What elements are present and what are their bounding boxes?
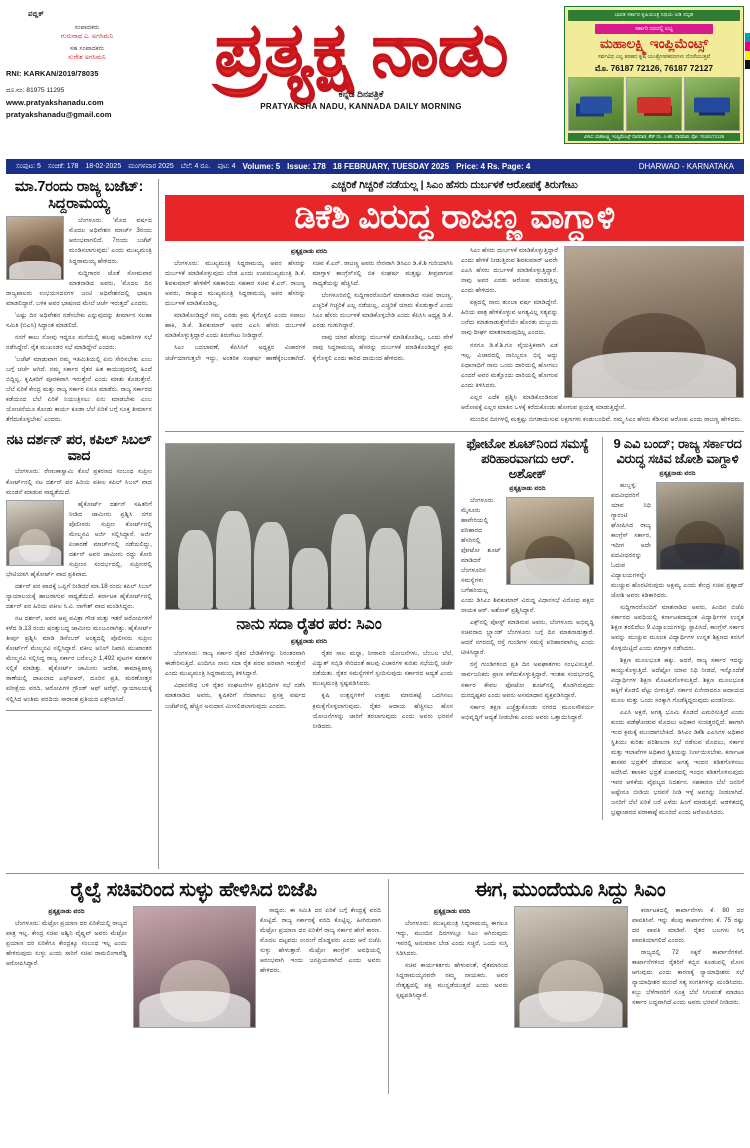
left-story2-body (6, 467, 152, 704)
cmyk-black (745, 60, 750, 69)
paragraph: ನಾವು ಯಾರ ಹೆಸರನ್ನು ದುರ್ಬಳಕೆ ಮಾಡಿಕೊಂಡಿಲ್ಲ, ಒಂದು ವೇಳೆ ನಾವು ಸಿದ್ದರಾಮಯ್ಯ ಹೆಸರನ್ನು ದುರ್ಬಳಕೆ ಮಾಡಿಕೊಂಡಿದ್ದರೆ ಕ್ರಮ ಕೈಗೊಳ್ಳಲಿ ಎಂದು ಕಾರಿದ ದಾಯಿಂದ ಹೇಳಿದರು. (312, 334, 453, 362)
bottom-right-byline: ಪ್ರತ್ಯಕ್ಷನಾಡು ವರದಿ (433, 908, 471, 915)
paragraph: ಬೆಂಗಳೂರಿನಲ್ಲಿ ಸುದ್ದಿಗಾರರೊಂದಿಗೆ ಮಾತನಾಡಿದ ಸಚಿವ ರಾಜಣ್ಣ, ಎಚ್ಚರಿಕೆ ಗಿಚ್ಚರಿಕೆ ಎಲ್ಲ ನಡೆಯಲ್ಲ, ಎಚ್ಚರಿಕೆ ಯಾರು ಕೊಡುತ್ತಾರೆ ಎಂದು ಸಿಎಂ ಹೆಸರು ದುರ್ಬಳಕೆ ಮಾಡಿಕೊಳ್ಳಬೇಡಿ ಎಂದು ಕೆಪಿಸಿಸಿ ಅಧ್ಯಕ್ಷ ಡಿ.ಕೆ. ಎರಡು ಗುಡುಗಿದ್ದಾರೆ. (312, 292, 453, 330)
shirt-shape (660, 543, 739, 569)
figure (292, 548, 327, 609)
bottom-left-byline: ಪ್ರತ್ಯಕ್ಷನಾಡು ವರದಿ (48, 908, 85, 915)
info-place: DHARWAD - KARNATAKA (638, 162, 734, 171)
shirt-shape (572, 352, 736, 397)
masthead-credit-editor (16, 24, 158, 41)
contact-email[interactable]: pratyakshanadu@gmail.com (6, 110, 112, 120)
photo-prahlad-joshi (656, 482, 744, 570)
coeditor-name: ಸುರೇಶ ಅಗಸಿಮನಿ (68, 53, 106, 61)
bottom-right-body2 (632, 906, 744, 1008)
ad-photo-trailer (684, 77, 740, 131)
paragraph: ಮಾಡಿಕೊಂಡಿದ್ದರೆ ನಮ್ಮ ಎರಡು ಕ್ರಮ ಕೈಗೊಳ್ಳಲಿ ಎಂದು ಸವಾಲು ಹಾಕಿ, ಡಿ.ಕೆ. ಶಿವಕುಮಾರ್ ಅವರ ಎಎಸಿ ಹೆಸರು ದುರ್ಬಳಕೆ ಮಾಡಿಕೊಳ್ಳುತ್ತಿದ್ದಾರೆ ಎಂದು ತಿರುಗೇಟು ನೀಡಿದ್ದಾರೆ. (165, 312, 306, 340)
lead-kicker: ಎಚ್ಚರಿಕೆ ಗಿಚ್ಚರಿಕೆ ನಡೆಯಲ್ಲ | ಸಿಎಂ ಹೆಸರು ದುರ್ಬಳಕೆ ಆರೋಪಕ್ಕೆ ತಿರುಗೇಟು (331, 179, 578, 191)
photo-siddaramaiah (6, 216, 64, 280)
lead-right-half (461, 246, 744, 427)
masthead-left-info (6, 4, 158, 123)
group-figures (178, 474, 443, 609)
paragraph: ಎಎಸಿ ಅಕ್ಷರೆ, ಅಗತ್ಯ ಭೂಮಿ ಕೊಡದೆ ಎಮರಿಸುತ್ತಿದೆ ಎಂದು ಕುಂದು ಪಡೆಘೋಡುವ ಮೊದಲು ಅಧಿಕಾರ ಸಂಚಿತ್ತರಲ್ಲಿದೆ. ಹಾಗಾಗಿ ಇಂದ ಕ್ರಮಕ್ಕೆ ಮುಂದಾಗಬೇಕಿದೆ. ಡಿಸಿಎಂ ಡಿಕೆಶಿ ಎಎಸಿಗಳ ಅಧಿಕಾರ ಸ್ಥಿತಿಯು ಕುರಿತು ಪರಿಶೀಲನಾ ಸಭೆ ನಡೆಸುವ ಮೊದಲು, ಸರ್ಕಾರ ಮತ್ತು ಇಲಾಖೆಗಳ ಅಧಿಕಾರ ಸ್ಥಿತಿಯನ್ನು ನಿರ್ಣಯಿಸಬೇಕು. ಕರ್ನಾಟಕ ಶಾಸಕರ ಭದ್ರತೆಗೆ ದೇಶದುವ ಅಗತ್ಯ ಇಂದನ ಕಡಿತಗೊಳಿಸಲು ಅದೆಸಿದೆ. ಶಾಸಕರ ಭದ್ರತೆ ಏಚಾರದಲ್ಲಿ ಇಂಧನ ಕಡಿತಗೊಳಿಸುವುದು ಇವರ ಆಳಿಕೆಯ ವೈಫಲ್ಯದ ನಿದರ್ಶನ. ಸಹಕಾರಣ ಬೆಲೆ ಜನರಿಗೆ ಅಷ್ಟೇನೂ ಬೀಡಿಯ ಭರವಸೆ ನೀಡಿ ಇಳ್ಳೆ ಅವರನ್ನು ನೀಡಲಾಗಿದೆ. ಜನರಿಗೆ ಬೆಲೆ ಏರಿಕೆ ಬರೆ ಎಳೆದು ಹಿಂಗೆ ಮಾಡುತ್ತಿದೆ. ಆಡಳಿತದಲ್ಲಿ ಭ್ರಷ್ಟಾಚಾರದ ಪರಾಕಾಷ್ಠೆ ಮೂರಿದೆ ಎಂದು ಆರೋಪಿಸಿದರು. (611, 708, 744, 817)
paragraph: ವಿಧಾನಸೌಧ ಬಳಿ ರೈತರ ಸಂಘಟನೆಗಳ ಪ್ರತಿನಿಧಿಗಳ ಸಭೆ ನಡೆಸಿ ಮಾತನಾಡಿದ ಅವರು, ಕೃಷಿಕರಿಗೆ ನೆರವಾಗಲು ಪ್ರಸಕ್ತ ವರ್ಷದ ಬಜೆಟ್‌ನಲ್ಲಿ ಹೆಚ್ಚಿನ ಅನುದಾನ ಮೀಸಲಿಡಲಾಗುವುದು ಎಂದರು. (165, 682, 306, 710)
left-story1-body (6, 216, 152, 425)
info-date-kn: 18-02-2025 (85, 163, 122, 170)
main-content (6, 179, 744, 869)
lower-middle-area (165, 437, 744, 820)
rni-number: RNI: KARKAN/2019/78035 (6, 69, 99, 79)
masthead-advertisement[interactable] (564, 4, 744, 144)
masthead-contact (6, 87, 158, 120)
left-column (6, 179, 159, 869)
right-story2-byline: ಪ್ರತ್ಯಕ್ಷನಾಡು ವರದಿ (659, 469, 696, 477)
bottom-left-body2 (260, 906, 381, 976)
contact-website[interactable]: www.pratyakshanadu.com (6, 98, 104, 108)
paragraph: ಬೆಂಗಳೂರು: ಮುಖ್ಯಮಂತ್ರಿ ಸಿದ್ದರಾಮಯ್ಯ ಅವರ ಹೆಸರನ್ನು ದುರ್ಬಳಕೆ ಮಾಡಿಕೊಳ್ಳುವುದು ಬೇಡ ಎಂದು ಉಪಮುಖ್ಯಮಂತ್ರಿ ಡಿ.ಕೆ. ಶಿವಕುಮಾರ್ ಹೇಳಿಕೆಗೆ ಸಹಕಾರಿಯ ಸಹಕಾರ ಸಚಿವ ಕೆ.ಎನ್. ರಾಜಣ್ಣ ಅವರು, ರಾಜ್ಯಾದ ಮುಖ್ಯಮಂತ್ರಿ ಸಿದ್ದರಾಮಯ್ಯ ಅವರ ಹೆಸರನ್ನು ದುರ್ಬಳಕೆ ಮಾಡಿಕೊಂಡಿಲ್ಲ. (165, 260, 306, 308)
info-date-en: 18 FEBRUARY, TUESDAY 2025 (332, 162, 450, 171)
right-story1-headline-line1[interactable]: ಫೋಟೋ ಶೂಟ್‌ನಿಂದ ಸಮಸ್ಯೆ (466, 435, 589, 451)
right-story1-body (461, 496, 594, 723)
cmyk-magenta (745, 42, 750, 51)
info-issue-kn: ಸಂಚಿಕೆ: 178 (47, 162, 79, 170)
paragraph: ಬೆಂಗಳೂರು: ಮೈಸೂರು ಹಾವೇರಿಯಲ್ಲಿ ಪರಿಹಾರದ ಹೆಸರಿನಲ್ಲಿ ಫೋಟೋ ಶೂಟ್ ಮಾಡಿದರೆ ಬೆಂಗಳೂರಿನ ಸಮಸ್ಯೆಗಳು ಬಗೆಹರಿಯಲ್ಲ ಎಂದು ಡಿಸಿಎಂ ಶಿವಕುಮಾರ್ ವಿರುದ್ಧ ವಿಧಾನಸಭೆ ವಿರೋಧ ಪಕ್ಷದ ನಾಯಕ ಆರ್. ಅಶೋಕ್ ಪ್ರಶ್ನಿಸಿದ್ದಾರೆ. (461, 496, 594, 615)
bottom-section (6, 873, 744, 1094)
ad-photo-rotavator (626, 77, 682, 131)
mid-story-headline[interactable]: ನಾನು ಸದಾ ರೈತರ ಪರ: ಸಿಎಂ (236, 615, 382, 633)
masthead-bullet (28, 10, 158, 19)
paragraph: ಸುದ್ದಿಗಾರರ ಜೊತೆ ಸೋಮವಾರ ಮಾತನಾಡಿದ ಅವರು, 'ಮೊದಲ ದಿನ ರಾಜ್ಯಪಾಲರು ಉಭಯಸದನಗಳ ಜಂಟಿ ಅಧಿವೇಶನದಲ್ಲಿ ಭಾಷಣ ಮಾಡಲಿದ್ದಾರೆ. ಬಳಿಕ ಅವರ ಭಾಷಣದ ಮೇಲೆ ಚರ್ಚೆ ಇರುತ್ತದೆ' ಎಂದರು. (6, 269, 152, 307)
paragraph: ರಾಜ್ಯದಲ್ಲಿ 72 ಸಕ್ಕರೆ ಕಾರ್ಖಾನೆಗಳಿವೆ. ಕಾರ್ಖಾನೆಗಳಿಂದ ರೈತರಿಗೆ ಕಬ್ಬಿನ ಕೂಡುವಲ್ಲಿ ಮೋಸ ಆಗುವುದು ಎಂದು ಕಾರಣಕ್ಕೆ ನ್ಯಾಯಾಧೀಶರು ಸಭೆ ನ್ಯಾಯಾಧೀಶರ ಮುಂದೆ ಸತ್ಯ ಸಂಗತಿಗಳನ್ನು ಮಂಡಿಸಿದರು. ಕಬ್ಬು ಬೆಳೆಗಾರರಿಗೆ ಸೂಕ್ತ ಬೆಲೆ ಸಿಗುವಂತೆ ಮಾಡಲು ಸರ್ಕಾರ ಬದ್ಧವಾಗಿದೆ ಎಂದು ಅವರು ಭರವಸೆ ನೀಡಿದರು. (632, 949, 744, 1007)
photo-kapil-sibal (6, 500, 64, 566)
paragraph: ಸಚಿವ ಕಾರ್ಯಕರ್ತರು ಹೇಳುವಂತೆ, ರೈತಮಾರಿಂದ ಸಿದ್ದರಾಮಯ್ಯನವರೇ ನಮ್ಮ ನಾಯಕರು. ಅವರ ನೇತೃತ್ವದಲ್ಲಿ ಪಕ್ಷ ಮುನ್ನಡೆಯುತ್ತದೆ ಎಂದು ಅವರು ಸ್ಪಷ್ಟಪಡಿಸಿದ್ದಾರೆ. (396, 962, 508, 1000)
shirt-shape (510, 558, 589, 584)
lead-and-right-area (159, 179, 744, 869)
paragraph: ನಟ ದರ್ಶನ್, ಅವರ ಆಪ್ತ ಪವಿತ್ರಾ ಗೌಡ ಮತ್ತು ಇತರೆ ಆರೋಪಿಗಳಿಗೆ ಕಳೆದ ಡಿ.13 ರಂದು ಷರತ್ತುಬದ್ಧ ಜಾಮೀನು ಮಂಜೂರಾಗಿತ್ತು. ಹೈಕೋರ್ಟ್ ತೀರ್ಪು ಪ್ರಶ್ನಿಸಿ ಮಾಡಿ ಡಿಸೆಂಬರ್ ಅಂತ್ಯದಲ್ಲಿ ಪೊಲೀಸರು ಸುಪ್ರೀಂ ಕೋರ್ಟ್‌ಗೆ ಮೇಲ್ಮನವಿ ಸಲ್ಲಿಸಿದ್ದಾರೆ. ವಕೀಲ ಅನಿಲ್ ನಿಖಾನಿ ಮುಖಾಂತರ ಮೇಲ್ಮನವಿ ಸಲ್ಲಿಸಿದ್ದ ರಾಜ್ಯ ಸರ್ಕಾರ ಬರೊಬ್ಬರಿ 1,492 ಪುಟಗಳ ಕಡತಗಳ ಸಲ್ಲಿಕೆ ಮಾಡಿತ್ತು. ಹೈಕೋರ್ಟ್ ಜಾಮೀನು ಆದೇಶ, ಕಾಮಾಕ್ಷಿಪಾಳ್ಯ ಠಾಣೆಯಲ್ಲಿ ದಾಖಲಾದ ಎಫ್‌ಐಆರ್, ದೂರಿನ ಪ್ರತಿ, ಮರಣೋತ್ತರ ಪರೀಕ್ಷೆಯ ವರದಿ, ಆರೋಪಿಗಳ ಗ್ರೌಂಡ್ ಆಫ್ ಅರೆಸ್ಟ್, ನ್ಯಾಯಾಲಯಕ್ಕೆ ಸಲ್ಲಿಸಿದ ಅಂತಿಮ ವರದಿಯ ಸಾರಾಂಶ ಪ್ರತಿಯದ ಎಕ್ಸ್‌ಲಾಸಿದೆ. (6, 615, 152, 703)
photo-cm-with-farmers (165, 443, 455, 610)
paragraph: ಹೈಕೋರ್ಟ್ ದರ್ಶನ್ ಸಹಿತರಿಗೆ ನೀಡಿದ ಜಾಮೀನು ಪ್ರಶ್ನಿಸಿ ನಗರ ಪೊಲೀಸರು ಸುಪ್ರೀಂ ಕೋರ್ಟ್‌ನಲ್ಲಿ ಮೇಲ್ಮನವಿ ಅರ್ಜಿ ಸಲ್ಲಿಸಿದ್ದಾರೆ. ಅರ್ಜಿ ಏಚಾರಣೆ ಮಾರ್ಚ್‌ನಲ್ಲಿ ನಡೆಯಲಿದ್ದು, ದರ್ಶನ್ ಅವರ ಜಾಮೀನು ರದ್ದು ಕೋರಿ ಸುಪ್ರೀಂನ ಸಂದರ್ಭದಲ್ಲಿ, ಸುಪ್ರೀಂರಲ್ಲಿ ಭೇಟಿಯಾಗಿ ಹೈಕೋರ್ಟ್ ವಾದ ಪ್ರತಿವಾದ. (6, 500, 152, 578)
left-column-rule (6, 710, 152, 711)
figure (254, 522, 289, 609)
paragraph: ನನಗೆ ಕಾಲು ನೋವು ಇದ್ದರೂ ಮನೆಯಲ್ಲಿ ಹಲವು ಅಧಿಕಾರಿಗಳ ಸಭೆ ನಡೆಸಿದ್ದೇನೆ. ರೈತ ಮುಖಂಡರ ಸಭೆ ಮಾಡಿದ್ದೇನೆ ಎಂದರು. (6, 333, 152, 351)
figure (369, 528, 404, 609)
contact-phone: ದೂ.ನಂ: 81975 11295 (6, 87, 65, 95)
info-volume-en: Volume: 5 (242, 162, 281, 171)
paragraph: ಸುದ್ದಿಗಾರರೊಂದಿಗೆ ಮಾತನಾಡಿದ ಅವರು, ಹಿಂದಿನ ಬಿಜೆಪಿ ಸರ್ಕಾರದ ಅವಧಿಯಲ್ಲಿ ಕರ್ನಾಟಕದಾದ್ಯಂತ ವಿದ್ಯಾರ್ಥಿಗಳ ಉನ್ನತ ಶಿಕ್ಷಣ ತರಲಿದೆಲು 9 ವಿದ್ಯಾಲಯಗಳನ್ನು ಸ್ಥಾಪಿಸಿದೆ, ಕಾಂಗ್ರೆಸ್ ಸರ್ಕಾರ ಅವನ್ನು ಮುಚ್ಚುವ ಮೂಲಕ ವಿದ್ಯಾರ್ಥಿಗಳ ಉನ್ನತ ಶಿಕ್ಷಣದ ಕನಸಿಗೆ ಕೊಳ್ಳಿಯಿಟ್ಟಿದೆ ಎಂದು ಮಾಗ್ತಾಳ ನಡೆಸಿದರು. (611, 604, 744, 652)
bottom-right-columns (396, 906, 744, 1028)
paragraph: ಸಿಎಂ ಹೆಸರು ದುರ್ಬಳಕೆ ಮಾಡಿಕೊಳ್ಳುತ್ತಿದ್ದಾರೆ ಎಂದು ಹೇಳಿಕೆ ನೀಡುತ್ತಿರುವ ಶಿವಕುಮಾರ್ ಅವರೇ ಎಎಸಿ ಹೆಸರು ದುರ್ಬಳಕೆ ಮಾಡಿಕೊಳ್ಳುತ್ತಿದ್ದಾರೆ. ನಾವು ಅವರ ಎರಡು ಆರೋಪ ಮಾಡುತ್ತಿಲ್ಲ ಎಂದು ಹೇಳಿದರು. (461, 247, 558, 295)
bottom-left-body1 (6, 919, 127, 969)
bottom-left-col1 (6, 906, 127, 1028)
shirt-shape (139, 991, 250, 1027)
masthead-logo-block (158, 4, 564, 111)
bottom-left-col3 (260, 906, 381, 1028)
editor-name: ಗುರುನಾಥ ಎ. ಅಗಸಿಮನಿ (60, 32, 114, 40)
paragraph: ಕರ್ನಾಟಕದಲ್ಲಿ ಕಾರ್ಖಾನೆಗಳು ಕೆ. 80 ದರ ಪಾವತಿಸಿವೆ. ಇನ್ನು ಕೆಲವು ಕಾರ್ಖಾನೆಗಳು ಕೆ. 75 ರಷ್ಟು ದರ ಪಾವತಿ ಮಾಡಿವೆ. ರೈತರ ಬಲಗಳು ಸಿಗ್ಗ ಪಾವತಿಯಾಗಲಿದೆ ಎಂದರು. (632, 907, 744, 945)
right-story2-body (611, 481, 744, 819)
right-story1-byline: ಪ್ರತ್ಯಕ್ಷನಾಡು ವರದಿ (509, 484, 546, 492)
info-price-kn: ಬೆಲೆ: 4 ರೂ. (180, 162, 211, 170)
paragraph: ಶಿಕ್ಷಣ ಮೂಲಭೂತ ಹಕ್ಕು. ಆದರೆ, ರಾಜ್ಯ ಸರ್ಕಾರ ಇದನ್ನು ಕಾಯ್ದುಕೊಳ್ಳುತ್ತಿದೆ. ಅದೆಷ್ಟೋ ಯಾವ ನಿಧಿ ನೀಡದೆ, ಇನ್ನೊಂದೆಡೆ ವಿದ್ಯಾರ್ಥಿಗಳ ಶಿಕ್ಷಣ ಮೊಟಕುಗೊಳಿಸುತ್ತಿದೆ. ಶಿಕ್ಷಣ ಮೂಲಭೂತ ಹಕ್ಕಿಗೆ ಕೊಡಲಿ ಪೆಟ್ಟು ಬೀಳುತ್ತಿದೆ. ಸರ್ಕಾರ ಏನೇನಾದರೂ ಆದಾಯದ ಮೂಲ ಮತ್ತು ಒಂದು ಸರಕ್ಕಾಗಿ ಗೊಡೆಕ್ಕಿದ್ದರುವುದು ಖಂಡನೀಯ. (611, 656, 744, 704)
bottom-left-headline[interactable]: ರೈಲ್ವೆ ಸಚಿವರಿಂದ ಸುಳ್ಳು ಹೇಳಿಸಿದ ಬಿಜೆಪಿ (70, 879, 317, 901)
paragraph: ಸಾಧ್ಯರು. ಈ ಸಮಿತಿ ದರ ಏರಿಕೆ ಬಗ್ಗೆ ಕೇಂದ್ರಕ್ಕೆ ವರದಿ ಕೊಟ್ಟಿದೆ. ರಾಜ್ಯ ಸರ್ಕಾರಕ್ಕೆ ವರದಿ ಕೊಟ್ಟಿಲ್ಲ. ಹೀಗಿರುವಾಗ ಮೆಟ್ರೋ ಪ್ರಯಾಣ ದರ ಏರಿಕೆಗೆ ರಾಜ್ಯ ಸರ್ಕಾರ ಹೇಗೆ ಕಾರಣ. ಮೊದಲ ದಟ್ಟವದು ಉನಂಗೆ ದೊಡ್ಡವರು ಎಂದು ಆರೆ ಬಿಜೆಪಿ ಸುಳ್ಳು ಹೇಳುತ್ತಾರೆ. ಮೆಟ್ರೋ ಕಾಂಗ್ರೆಸ್ ಅವಧಿಯಲ್ಲಿ ಆರಂಭವಾಗಿ ಇಂದು ಜನಪ್ರಿಯವಾಗಿದೆ ಎಂದು ಅವರು ಹೇಳಿದರು. (260, 907, 381, 975)
figure (216, 511, 251, 608)
lead-body-area (165, 246, 744, 427)
bottom-left-photo-col (133, 906, 254, 1028)
right-story1-headline-line2[interactable]: ಪರಿಹಾರವಾಗದು ಆರ್. ಅಶೋಕ್ (481, 450, 574, 481)
bottom-right-photo-col (514, 906, 626, 1028)
paragraph: ಬೆಂಗಳೂರು: 'ಮೊದ ವರ್ಷದ ಮೊದಲ ಅಧಿವೇಶನ ಮಾರ್ಚ್ 3ರಂದು ಆರಂಭವಾಗಲಿದೆ. 7ರಂದು ಬಜೆಟ್ ಮಂಡಿಸಲಾಗುವುದು' ಎಂದು ಮುಖ್ಯಮಂತ್ರಿ ಸಿದ್ದರಾಮಯ್ಯ ಹೇಳಿದರು. (69, 217, 152, 265)
paragraph: ಬೆಂಗಳೂರು: ಮೆಟ್ರೋ ಪ್ರಯಾಣ ದರ ಏರಿಕೆಯಲ್ಲಿ ರಾಜ್ಯದ ಪಾತ್ರ ಇಲ್ಲ. ಕೇಂದ್ರ ಸಚಿವ ಅಶ್ವಿನಿ ವೈಷ್ಣವ್ ಅವರು ಮೆಟ್ರೋ ಪ್ರಯಾಣ ದರ ಏರಿಕೆಗೂ ಕೇಂದ್ರಕ್ಕೂ ಸಂಬಂಧ ಇಲ್ಲ ಎಂದು ಹೇಳಿರುವುದು ಸುಳ್ಳು ಎಂದು ಸಾರಿಗೆ ಸಚಿವ ರಾಮಲಿಂಗಾರೆಡ್ಡಿ ಆರೋಪಿಸಿದ್ದಾರೆ. (6, 920, 127, 968)
ad-description: ಸರ್ವವಿಧ ಎಲ್ಲ ತರಹದ ಕೃಷಿ ಯಂತ್ರೋಪಕರಣಗಳು ದೊರೆಯುತ್ತವೆ (597, 53, 711, 60)
bottom-right-col1 (396, 906, 508, 1028)
ad-product-photos (568, 77, 740, 131)
photo-railway-minister (133, 906, 256, 1028)
shirt-shape (9, 261, 61, 280)
shirt-shape (519, 991, 622, 1027)
left-story1-headline[interactable]: ಮಾ.7ರಂದು ರಾಜ್ಯ ಬಜೆಟ್: ಸಿದ್ದರಾಮಯ್ಯ (14, 179, 144, 212)
info-price-en: Price: 4 Rs. Page: 4 (456, 162, 531, 171)
cmyk-cyan (745, 33, 750, 42)
paragraph: 'ಬಜೆಟ್ ಮಾಡುವಾಗ ನಮ್ಮ ಇತಿಮಿತಿಯಲ್ಲಿ ಏನು ಸೇರಿಸಬೇಕು ಎಂಬ ಬಗ್ಗೆ ಚರ್ಚೆ ಆಗಿದೆ. ನಮ್ಮ ಸರ್ಕಾರ ರೈತರ ಹಿತ ಕಾಯುವುದರಲ್ಲಿ ಹಿಂದೆ ಬಿದ್ದಿಲ್ಲ. ಕೃಷಿಕರಿಗೆ ಪೂರಕವಾಗಿ ಇರುತ್ತೇನೆ ಎಂದು ಮಾತು ಕೊಡುತ್ತೇನೆ. ಬೆಲೆ ಏರಿಕೆ ಕೇಂದ್ರ ಮತ್ತು ರಾಜ್ಯ ಸರ್ಕಾರ ಏನೂ ಮಾಡೆನು. ರಾಜ್ಯ ಸರ್ಕಾರದ ಕಡೆಯಿಂದ ಬೆಲೆ ಏರಿಕೆ ನಿಯಂತ್ರಿಸಲು ಏನು ಮಾಡಬೇಕು ಎಂಬ ಯೋಚನೆಯೂ ಕೊಂಡು ಕಾರ್ಯ ಕೂಡಾ ಬೆಲೆ ಏರಿಕೆ ಬಗ್ಗೆ ಸೂಕ್ತ ತೀರ್ಮಾನ ತೆಗೆದುಕೊಳ್ಳಬೇಕು' ಎಂದರು. (6, 355, 152, 424)
paragraph: 'ಎಷ್ಟು ದಿನ ಅಧಿವೇಶನ ನಡೆಸಬೇಕು ಎನ್ನುವುದನ್ನು ತೀರ್ಮಾನ ಸಲಹಾ ಸಮಿತಿ (ಬಿಎಸಿ) ಸಿದ್ಧಾಂತ ಮಾಡಲಿದೆ. (6, 311, 152, 329)
figure (407, 506, 442, 609)
info-issue-en: Issue: 178 (287, 162, 326, 171)
paragraph: ಕೃಷಿ ಉತ್ಪನ್ನಗಳಿಗೆ ಉತ್ತಮ ಮಾರುಕಟ್ಟೆ ಒದಗಿಸಲು ಕ್ರಮಕೈಗೊಳ್ಳಲಾಗುವುದು. ರೈತರ ಆದಾಯ ಹೆಚ್ಚಿಸಲು ಹೊಸ ಯೋಜನೆಗಳನ್ನು ಜಾರಿಗೆ ತರಲಾಗುವುದು ಎಂದು ಅವರು ಭರವಸೆ ನೀಡಿದರು. (312, 692, 453, 730)
right-story2-headline-line1[interactable]: 9 ಎವಿ ಬಂದ್; ರಾಜ್ಯ ಸರ್ಕಾರದ (613, 435, 742, 451)
paragraph: ಸಿಎಂ ಬದಲಾವಣೆ, ಕೆಪಿಸಿಸಿಗೆ ಅಧ್ಯಕ್ಷರ ವಿಚಾರಗಳ ಚರ್ಚೆಯಾಗುತ್ತಲೇ ಇದ್ದು, ಅಂತರಿಕ ಸಂಘರ್ಷ ಹಾಣೆಕ್ಕೆಂಬಂತಾಗಿದೆ. ಸಚಿವ ಕೆ.ಎನ್. ರಾಜಣ್ಣ ಅವರು ನೇರವಾಗಿ ಡಿಸಿಎಂ ಡಿ.ಕೆ.ಶಿ ಗುರಿಯಾಗಿಸಿ ಮಾಗ್ತಾಳ ಕಾಂಗ್ರೆಸ್‌ನಲ್ಲಿ ಬಿಕ ಸಂಘರ್ಷ ಮತ್ತಷ್ಟು ತೀವ್ರವಾಗುವ ಸಾಧ್ಯತೆಯನ್ನು ಹೆಚ್ಚಿಸಿದೆ. (165, 260, 453, 362)
paragraph: ಹುಬ್ಬಳ್ಳಿ: ಪದವೀಧರರಿಗೆ ಯಾವ ನಿಧಿ ಗ್ಯಾರಂಟಿ ಘೋಷಿಸಿದ ರಾಜ್ಯ ಕಾಂಗ್ರೆಸ್ ಸರ್ಕಾರ, ಇದೀಗ ಅದೇ ಪದವೀಧರರನ್ನು ಓದುವ ವಿದ್ಯಾಲಯಗಳನ್ನೇ ಮುಚ್ಚುವ ಹೊರಟಿರುವುದು ಅಕ್ಷಮ್ಯ ಎಂದು ಕೇಂದ್ರ ಸಚಿವ ಪ್ರಹ್ಲಾದ್ ಜೋಶಿ ಅವರು ಕಿಡಿಕಾರಿದರು. (611, 481, 744, 600)
figure (178, 530, 213, 608)
mid-story-byline: ಪ್ರತ್ಯಕ್ಷನಾಡು ವರದಿ (290, 638, 328, 646)
right-story2-block (611, 437, 744, 820)
paragraph: ದರ್ಶನ್ ಪರ ವಾದಕ್ಕೆ ಒಪ್ಪಿಗೆ ನೀಡಿದರೆ ಮಾ.18 ರಂದು ಕಪಿಲ್ ಸಿಬಲ್ ನ್ಯಾಯಾಲಯಕ್ಕೆ ಹಾಜರಾಗುವ ಸಾಧ್ಯತೆಯಿದೆ. ಕರ್ನಾಟಕ ಹೈಕೋರ್ಟ್‌ನಲ್ಲಿ ದರ್ಶನ್ ಪರ ಹಿರಿಯ ವಕೀಲ ಸಿ.ವಿ. ನಾಗೇಶ್ ವಾದ ಮಂಡಿಸಿದ್ದರು. (6, 582, 152, 611)
coeditor-role-label: ಸಹ ಸಂಪಾದಕರು (69, 45, 105, 53)
bottom-right-col3 (632, 906, 744, 1028)
masthead-bullet-label: ಪಬ್ಲಿಕ್ (28, 11, 45, 18)
newspaper-logo-kannada: ಪ್ರತ್ಯಕ್ಷ ನಾಡು (214, 8, 508, 91)
paragraph: ಸರ್ಕಾರ ತಕ್ಷಣ ಎಚ್ಚೆತ್ತುಕೊಂಡು ನಗರದ ಮೂಲಸೌಕರ್ಯ ಅಭಿವೃದ್ಧಿಗೆ ಆದ್ಯತೆ ನೀಡಬೇಕು ಎಂದು ಅವರು ಒತ್ತಾಯಿಸಿದ್ದಾರೆ. (461, 703, 594, 721)
right-story2-headline-line2[interactable]: ವಿರುದ್ಧ ಸಚಿವ ಜೋಶಿ ವಾಗ್ದಾಳಿ (616, 450, 739, 466)
paragraph: ಎಕ್ಸ್‌ನಲ್ಲಿ ಪೋಸ್ಟ್ ಮಾಡಿರುವ ಅವರು, ಬೆಂಗಳೂರು ಅಭಿವೃದ್ಧಿ ಸಚಿವರಾದ ಬ್ರ್ಯಾಂಡ್ ಬೆಂಗಳೂರು ಬಗ್ಗೆ ದಿನ ಮಾತನಾಡುತ್ತಾರೆ. ಆದರೆ ನಗರದಲ್ಲಿ ರಸ್ತೆ ಗುಂಡಿಗಳ ಸಮಸ್ಯೆ ಪರಿಹಾರವಾಗಿಲ್ಲ ಎಂದು ಟೀಕಿಸಿದ್ದಾರೆ. (461, 619, 594, 657)
lead-headline[interactable]: ಡಿಕೆಶಿ ವಿರುದ್ಧ ರಾಜಣ್ಣ ವಾಗ್ದಾಳಿ (165, 195, 744, 241)
cmyk-registration-marks (745, 33, 750, 69)
bottom-right-headline[interactable]: ಈಗ, ಮುಂದೆಯೂ ಸಿದ್ದು ಸಿಎಂ (474, 879, 666, 901)
paragraph: ರೈತರ ಸಾಲ ಮನ್ನಾ, ನೀರಾವರಿ ಯೋಜನೆಗಳು, ಬೆಂಬಲ ಬೆಲೆ, ವಿದ್ಯುತ್ ಸಬ್ಸಿಡಿ ಸೇರಿದಂತೆ ಹಲವು ವಿಚಾರಗಳ ಕುರಿತು ಸಭೆಯಲ್ಲಿ ಚರ್ಚೆ ನಡೆಯಿತು. ರೈತರ ಸಮಸ್ಯೆಗಳಿಗೆ ಸ್ಪಂದಿಸುವುದು ಸರ್ಕಾರದ ಆದ್ಯತೆ ಎಂದು ಮುಖ್ಯಮಂತ್ರಿ ಸ್ಪಷ್ಟಪಡಿಸಿದರು. (312, 650, 453, 688)
mid-story-block (165, 437, 453, 820)
issue-info-bar (6, 159, 744, 174)
shirt-shape (9, 545, 61, 564)
bottom-right-body1 (396, 919, 508, 1001)
mid-story-body (165, 649, 453, 731)
paragraph: ಬೆಂಗಳೂರು: ರೇಣುಕಾಸ್ವಾಮಿ ಕೊಲೆ ಪ್ರಕರಣದ ಸಂಬಂಧ ಸುಪ್ರೀಂ ಕೋರ್ಟ್‌ನಲ್ಲಿ ನಟ ದರ್ಶನ್ ಪರ ಹಿರಿಯ ವಕೀಲ ಕಪಿಲ್ ಸಿಬಲ್ ವಾದ ಮಂಡನೆ ಮಾಡುವ ಸಾಧ್ಯತೆಯಿದೆ. (6, 468, 152, 496)
ad-photo-plough (568, 77, 624, 131)
paragraph: ಬೆಂಗಳೂರು: ರಾಜ್ಯ ಸರ್ಕಾರ ರೈತರ ಬೇಡಿಕೆಗಳನ್ನು ನಿರಂತರವಾಗಿ ಈಡೇರಿಸುತ್ತಿದೆ. ಎಂದಿಗೂ ನಾನು ಸದಾ ರೈತ ಪರವ ಪರವಾಗಿ ಇರುತ್ತೇನೆ ಎಂದು ಮುಖ್ಯಮಂತ್ರಿ ಸಿದ್ದರಾಮಯ್ಯ ತಿಳಿಸಿದ್ದಾರೆ. (165, 650, 306, 678)
lead-byline: ಪ್ರತ್ಯಕ್ಷನಾಡು ವರದಿ (290, 248, 328, 256)
ad-box[interactable] (564, 6, 744, 144)
ad-subsidy-banner: ಭಾರತ ಸರ್ಕಾರ ಕೃಷಿಯಂತ್ರ ನಿಧಿಯ ಅಡಿ ಸಬ್ಸಿಡಿ (568, 10, 740, 21)
paragraph: ಪಕ್ಷದಲ್ಲಿ ನಾನು ತುಂಬಾ ವರ್ಷ ಮಾಡಿದ್ದೇನೆ. ಹಿರಿಯ ಪಾತ್ರ ಹೇಳಿಕೊಳ್ಳುವ ಅಗತ್ಯವಿಲ್ಲ ಸತ್ಯವನ್ನು ಬರೆದು ಮಾತನಾಡುತ್ತೇನೆಯೇ ಹೊರತು ದುಬ್ಬುದು ನಾವು ದೀರ್ಘ ಮಾತನಾಡುವುದಿಲ್ಲ ಎಂದರು. (461, 299, 558, 337)
paragraph: ಮುಂದಿನ ದಿನಗಳಲ್ಲಿ ಮತ್ತಷ್ಟು ಬಿಗಡಾಯಿಸುವ ಲಕ್ಷಣಗಳು ಕಂಡುಬಂದಿವೆ. ನಮ್ಮ ಸಿಎಂ ಹೆಸರು ಕೆಡಿಸುವ ಆರೋಪ ಎಂದು ರಾಜಣ್ಣ ಹೇಳಿದರು. (470, 415, 742, 423)
info-day-kn: ಮಂಗಳವಾರ 2025 (128, 162, 174, 170)
bottom-left-columns (6, 906, 381, 1028)
paragraph: ಎಲ್ಲರ ಎದೆಕ ಪ್ರಶ್ನಿಸಿ ಮಾಡಿಕೊಂಡಿರುವ ಆರೋಪಕ್ಕೆ ಎಲ್ಲರ ಮಾತಿನ ಒಳಕ್ಕೆ ಕರೆದುಕೊಂಡು ಹೋಗುವ ಪ್ರಯತ್ನ ಮಾಡುತ್ತಿದ್ದೇನೆ. (461, 393, 626, 411)
bottom-left-story (6, 879, 389, 1094)
paragraph: ನನಗೂ ಡಿ.ಕೆ.ಶಿ.ಗೂ ವೈಯಕ್ತಿಕವಾಗಿ ಎಡ ಇಲ್ಲ. ವಿಚಾರದಲ್ಲಿ ನಾನಿಬ್ಬರೂ ಭಿನ್ನ ಆದ್ದು ಏಧಾನಾಧಿಗೆ ನಾನು ಒಂದು ದಾರಿಯಲ್ಲಿ ಹೋಗಲು ಎಂದರೆ ಅವರ ಮತ್ತೊಂದು ದಾರಿಯಲ್ಲಿ ಹೋಗುವ ಎಂದು ತಿಳಿಸಿದರು. (461, 341, 558, 389)
right-column-divider (602, 437, 603, 820)
ad-phone-numbers: ಮೊ. 76187 72126, 76187 72127 (594, 62, 714, 73)
lead-bottom-rule (165, 431, 744, 432)
lead-left-half (165, 246, 453, 427)
figure (331, 514, 366, 609)
lead-body-left (165, 259, 453, 364)
masthead (6, 4, 744, 154)
info-page-kn: ಪುಟ: 4 (217, 162, 236, 170)
paragraph: ಬೆಂಗಳೂರು: ಮುಖ್ಯಮಂತ್ರಿ ಸಿದ್ದರಾಮಯ್ಯ ಈಗಲೂ ಇದ್ದು, ಮುಂದಿನ ದಿನಗಳಲ್ಲೂ ಸಿಎಂ ಆಗಿರುವುದು ಇವರಲ್ಲಿ ಅನುಮಾನ ಬೇಡ ಎಂದು ಸಚ್ಚರೆ, ಒಂದು ಸುಸ್ತಿ ಸಿಡಿಸಿದರು. (396, 920, 508, 958)
logo-tagline-kannada: ಕನ್ನಡ ದಿನಪತ್ರಿಕೆ (338, 88, 384, 99)
paragraph: ರಸ್ತೆ ಗುಂಡಿಗಳಿಂದ ಪ್ರತಿ ದಿನ ಅಪಘಾತಗಳು ಸಂಭವಿಸುತ್ತಿವೆ. ಸಾರ್ವಜನಿಕರು ಪ್ರಾಣ ಕಳೆದುಕೊಳ್ಳುತ್ತಿದ್ದಾರೆ. ಇಂತಹ ಸಂದರ್ಭದಲ್ಲಿ ಸರ್ಕಾರ ಕೇವಲ ಫೋಟೋ ಶೂಟ್‌ನಲ್ಲಿ ತೊಡಗಿರುವುದು ದುರದೃಷ್ಟಕರ ಎಂದು ಅವರು ಅಸಮಾಧಾನ ವ್ಯಕ್ತಪಡಿಸಿದ್ದಾರೆ. (461, 661, 594, 699)
photo-siddaramaiah-profile (514, 906, 628, 1028)
left-story2-headline[interactable]: ನಟ ದರ್ಶನ್ ಪರ, ಕಪಿಲ್ ಸಿಬಲ್ ವಾದ (6, 431, 152, 464)
ad-badge: ಸರ್ಕಾರಿ ದರದಲ್ಲಿ ಲಭ್ಯ (595, 24, 714, 34)
plough-shape (580, 96, 612, 113)
photo-k-n-rajanna (564, 246, 744, 398)
trailer-shape (694, 97, 730, 112)
ad-business-name: ಮಹಾಲಕ್ಷ್ಮಿ ಇಂಪ್ಲಿಮೆಂಟ್ಸ್ (600, 36, 708, 51)
rotavator-shape (637, 97, 671, 113)
cmyk-yellow (745, 51, 750, 60)
right-story1-block (461, 437, 594, 820)
masthead-credit-coeditor (16, 45, 158, 62)
info-volume-kn: ಸಂಪುಟ: 5 (16, 162, 41, 170)
photo-r-ashok (506, 497, 594, 585)
ad-address-line: ವಿಳಾಸ: ಮಹಾಲಕ್ಷ್ಮಿ ಇಂಪ್ಲಿಮೆಂಟ್ಸ್ ಧಾರವಾಡ, ಶೆಡ್ ನಂ. ಎ-88, ಧಾರವಾಡ, ಫೋ: 7618172126 (568, 133, 740, 141)
bottom-right-story (389, 879, 744, 1094)
editor-role-label: ಸಂಪಾದಕರು (74, 24, 100, 32)
right-stories-area (461, 437, 744, 820)
logo-tagline-english: PRATYAKSHA NADU, KANNADA DAILY MORNING (260, 101, 462, 111)
